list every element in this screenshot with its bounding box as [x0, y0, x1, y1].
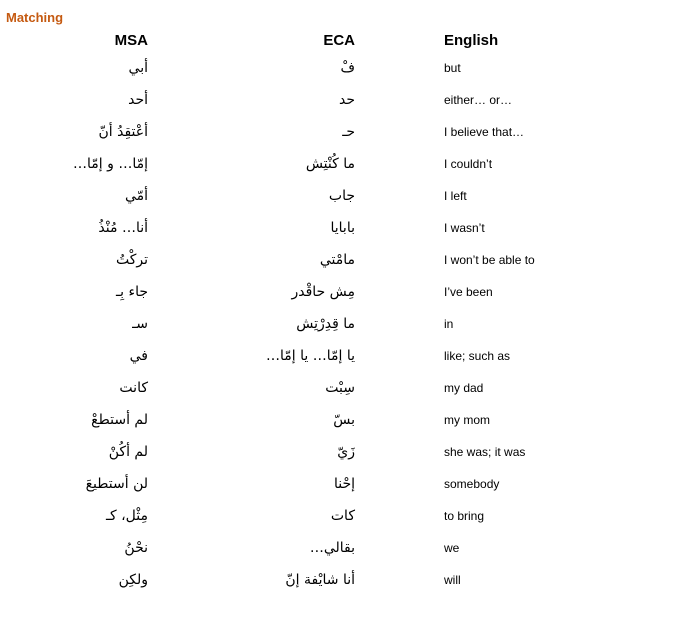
msa-cell: لم أكُنْ	[108, 444, 148, 460]
msa-cell: كانت	[119, 380, 148, 396]
msa-cell: أمّي	[124, 188, 148, 204]
table-row	[0, 404, 680, 436]
eca-cell: بسّ	[333, 412, 355, 428]
eca-cell: زَيّ	[337, 444, 355, 460]
eca-cell: حـ	[342, 124, 355, 140]
table-row	[0, 340, 680, 372]
column-header-english: English	[444, 32, 499, 49]
column-header-msa: MSA	[114, 32, 148, 49]
msa-cell: جاء بِـ	[116, 284, 148, 300]
msa-cell: أحد	[128, 92, 148, 108]
page-title: Matching	[6, 10, 64, 25]
english-cell: like; such as	[444, 349, 511, 363]
english-cell: I wasn’t	[444, 221, 485, 235]
eca-cell: مِش حاقْدر	[291, 284, 355, 300]
eca-cell: ما قِدِرْتِش	[296, 316, 355, 332]
msa-cell: لم أستطعْ	[91, 412, 148, 428]
table-row	[0, 180, 680, 212]
column-header-eca: ECA	[323, 32, 355, 49]
table-row	[0, 116, 680, 148]
eca-cell: جاب	[328, 188, 355, 204]
table-row	[0, 532, 680, 564]
table-row	[0, 564, 680, 596]
msa-cell: تركْتُ	[115, 252, 148, 268]
eca-cell: يا إمّا… يا إمّا…	[266, 348, 355, 364]
msa-cell: أنا… مُنْذُ	[98, 220, 148, 236]
table-row	[0, 84, 680, 116]
eca-cell: مامْتي	[319, 252, 355, 268]
eca-cell: حد	[338, 92, 355, 108]
english-cell: I’ve been	[444, 285, 493, 299]
matching-rows	[0, 52, 680, 596]
eca-cell: بابايا	[330, 220, 355, 236]
english-cell: but	[444, 61, 461, 75]
table-row	[0, 372, 680, 404]
english-cell: in	[444, 317, 454, 331]
msa-cell: سـ	[132, 316, 148, 332]
msa-cell: لن أستطيعَ	[85, 476, 148, 492]
eca-cell: ما كُنْتِش	[305, 156, 355, 172]
table-row	[0, 244, 680, 276]
english-cell: to bring	[444, 509, 485, 523]
english-cell: somebody	[444, 477, 500, 491]
msa-cell: في	[129, 348, 148, 364]
table-row	[0, 52, 680, 84]
table-row	[0, 436, 680, 468]
eca-cell: بقالي…	[309, 540, 355, 556]
msa-cell: أبي	[128, 60, 148, 76]
english-cell: I believe that…	[444, 125, 525, 139]
table-row	[0, 308, 680, 340]
table-row	[0, 276, 680, 308]
msa-cell: ولكِن	[118, 572, 148, 588]
eca-cell: سِبْت	[325, 380, 355, 396]
msa-cell: إمّا… و إمّا…	[73, 156, 148, 172]
eca-cell: كات	[330, 508, 355, 524]
eca-cell: أنا شايْفة إنّ	[285, 572, 355, 588]
eca-cell: فْ	[340, 60, 355, 76]
msa-cell: مِثْل، كـ	[105, 508, 148, 524]
english-cell: we	[444, 541, 460, 555]
eca-cell: إحْنا	[333, 476, 355, 492]
english-cell: my dad	[444, 381, 484, 395]
english-cell: I couldn’t	[444, 157, 493, 171]
english-cell: she was; it was	[444, 445, 526, 459]
english-cell: will	[444, 573, 461, 587]
table-row	[0, 212, 680, 244]
table-row	[0, 148, 680, 180]
table-row	[0, 468, 680, 500]
msa-cell: نحْنُ	[124, 540, 148, 556]
table-row	[0, 500, 680, 532]
english-cell: I left	[444, 189, 467, 203]
english-cell: either… or…	[444, 93, 513, 107]
english-cell: I won’t be able to	[444, 253, 535, 267]
english-cell: my mom	[444, 413, 490, 427]
msa-cell: أعْتقِدُ أنّ	[98, 124, 148, 140]
